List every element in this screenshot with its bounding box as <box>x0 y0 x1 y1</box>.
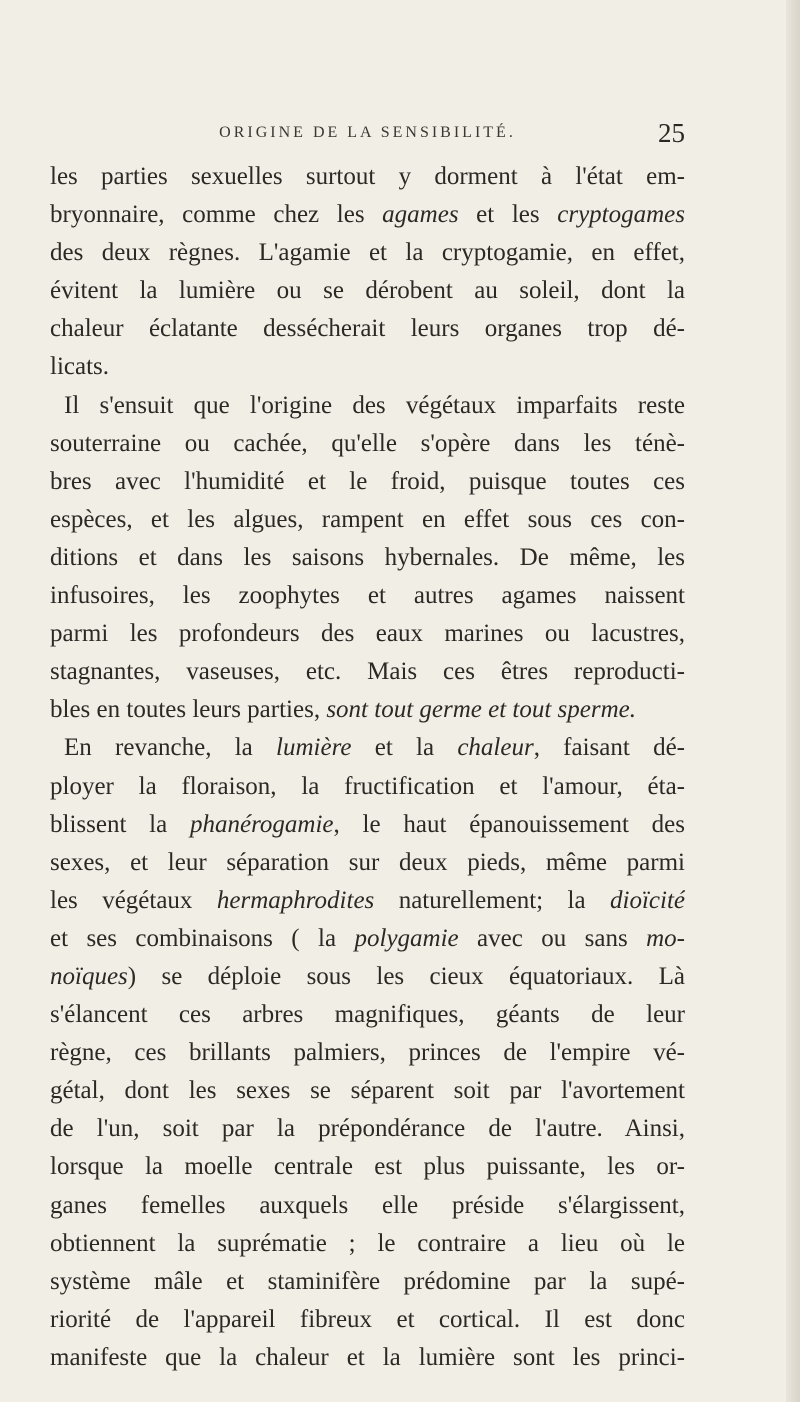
text-line <box>50 501 685 539</box>
text-run: ganes femelles auxquels elle préside s'élargissent, <box>50 1191 685 1219</box>
text-run: Il s'ensuit que l'origine des végétaux imparfaits reste <box>64 391 685 419</box>
text-line <box>50 844 685 882</box>
text-line <box>50 1148 685 1186</box>
text-run: évitent la lumière ou se dérobent au soleil, dont la <box>50 277 685 305</box>
text-run: des deux règnes. L'agamie et la cryptogamie, en effet, <box>50 239 685 267</box>
page-header <box>50 118 685 152</box>
text-run: et la <box>351 734 458 762</box>
text-run: naturellement; la <box>374 886 611 914</box>
text-line <box>50 996 685 1034</box>
text-line <box>50 272 685 310</box>
text-line <box>50 463 685 501</box>
italic-text: cryptogames <box>557 201 685 229</box>
text-run: gétal, dont les sexes se séparent soit par l'avortement <box>50 1077 685 1105</box>
text-run: et les <box>458 201 558 229</box>
text-line <box>50 234 685 272</box>
text-run: espèces, et les algues, rampent en effet sous ces con- <box>50 505 685 533</box>
italic-text: mo- <box>646 924 685 952</box>
page-edge-shadow <box>786 0 800 1402</box>
italic-text: lumière <box>276 734 352 762</box>
text-run: bres avec l'humidité et le froid, puisque toutes ces <box>50 467 685 495</box>
text-run: bles en toutes leurs parties, <box>50 696 327 724</box>
text-line <box>50 387 685 425</box>
text-line <box>50 1034 685 1072</box>
text-run: stagnantes, vaseuses, etc. Mais ces êtres reproducti- <box>50 658 685 686</box>
text-line <box>50 768 685 806</box>
running-head: ORIGINE DE LA SENSIBILITÉ. <box>219 124 516 141</box>
text-line <box>50 577 685 615</box>
text-run: ditions et dans les saisons hybernales. De même, les <box>50 543 685 571</box>
text-line <box>50 691 685 729</box>
italic-text: noïques <box>50 962 128 990</box>
text-run: ployer la floraison, la fructification et l'amour, éta- <box>50 772 685 800</box>
text-line <box>50 882 685 920</box>
text-run: bryonnaire, comme chez les <box>50 201 383 229</box>
text-run: règne, ces brillants palmiers, princes de l'empire vé- <box>50 1039 685 1067</box>
text-line <box>50 425 685 463</box>
italic-text: agames <box>382 201 459 229</box>
page-number: 25 <box>658 118 685 148</box>
italic-text: polygamie <box>354 924 459 952</box>
text-line <box>50 539 685 577</box>
italic-text: sont tout germe et tout sperme. <box>326 696 637 724</box>
text-run: les végétaux <box>50 886 217 914</box>
text-run: parmi les profondeurs des eaux marines ou lacustres, <box>50 620 685 648</box>
text-run: sexes, et leur séparation sur deux pieds, même parmi <box>50 848 685 876</box>
text-run: avec ou sans <box>458 924 647 952</box>
text-run: licats. <box>50 353 110 381</box>
text-line <box>50 1301 685 1339</box>
text-run: de l'un, soit par la prépondérance de l'autre. Ainsi, <box>50 1115 685 1143</box>
text-run: obtiennent la suprématie ; le contraire a lieu où le <box>50 1229 685 1257</box>
text-line <box>50 1339 685 1377</box>
italic-text: dioïcité <box>610 886 685 914</box>
text-run: système mâle et staminifère prédomine par la supé- <box>50 1267 685 1295</box>
text-line <box>50 1187 685 1225</box>
text-line <box>50 615 685 653</box>
text-run: lorsque la moelle centrale est plus puissante, les or- <box>50 1153 685 1181</box>
text-run: souterraine ou cachée, qu'elle s'opère dans les ténè- <box>50 429 685 457</box>
text-line <box>50 348 685 386</box>
text-run: chaleur éclatante dessécherait leurs organes trop dé- <box>50 315 685 343</box>
text-run: En revanche, la <box>64 734 277 762</box>
text-line <box>50 1110 685 1148</box>
text-line <box>50 310 685 348</box>
text-run: , le haut épanouissement des <box>333 810 685 838</box>
text-line <box>50 196 685 234</box>
text-run: riorité de l'appareil fibreux et cortical. Il est donc <box>50 1305 685 1333</box>
text-line <box>50 653 685 691</box>
text-run: s'élancent ces arbres magnifiques, géants de leur <box>50 1001 685 1029</box>
body-text <box>50 158 685 1377</box>
text-line <box>50 1225 685 1263</box>
text-run: les parties sexuelles surtout y dorment à l'état em- <box>50 163 685 190</box>
text-run: et ses combinaisons ( la <box>50 924 355 952</box>
text-line <box>50 1072 685 1110</box>
text-run: infusoires, les zoophytes et autres agames naissent <box>50 582 685 610</box>
text-line <box>50 958 685 996</box>
text-line <box>50 729 685 767</box>
italic-text: hermaphrodites <box>216 886 375 914</box>
italic-text: chaleur <box>457 734 534 762</box>
text-run: ) se déploie sous les cieux équatoriaux. Là <box>127 962 685 990</box>
text-run: manifeste que la chaleur et la lumière sont les princi- <box>50 1343 685 1371</box>
text-line <box>50 806 685 844</box>
text-run: , faisant dé- <box>533 734 685 762</box>
text-line <box>50 1263 685 1301</box>
text-line <box>50 920 685 958</box>
italic-text: phanérogamie <box>190 810 334 838</box>
text-run: blissent la <box>50 810 191 838</box>
text-line <box>50 158 685 196</box>
